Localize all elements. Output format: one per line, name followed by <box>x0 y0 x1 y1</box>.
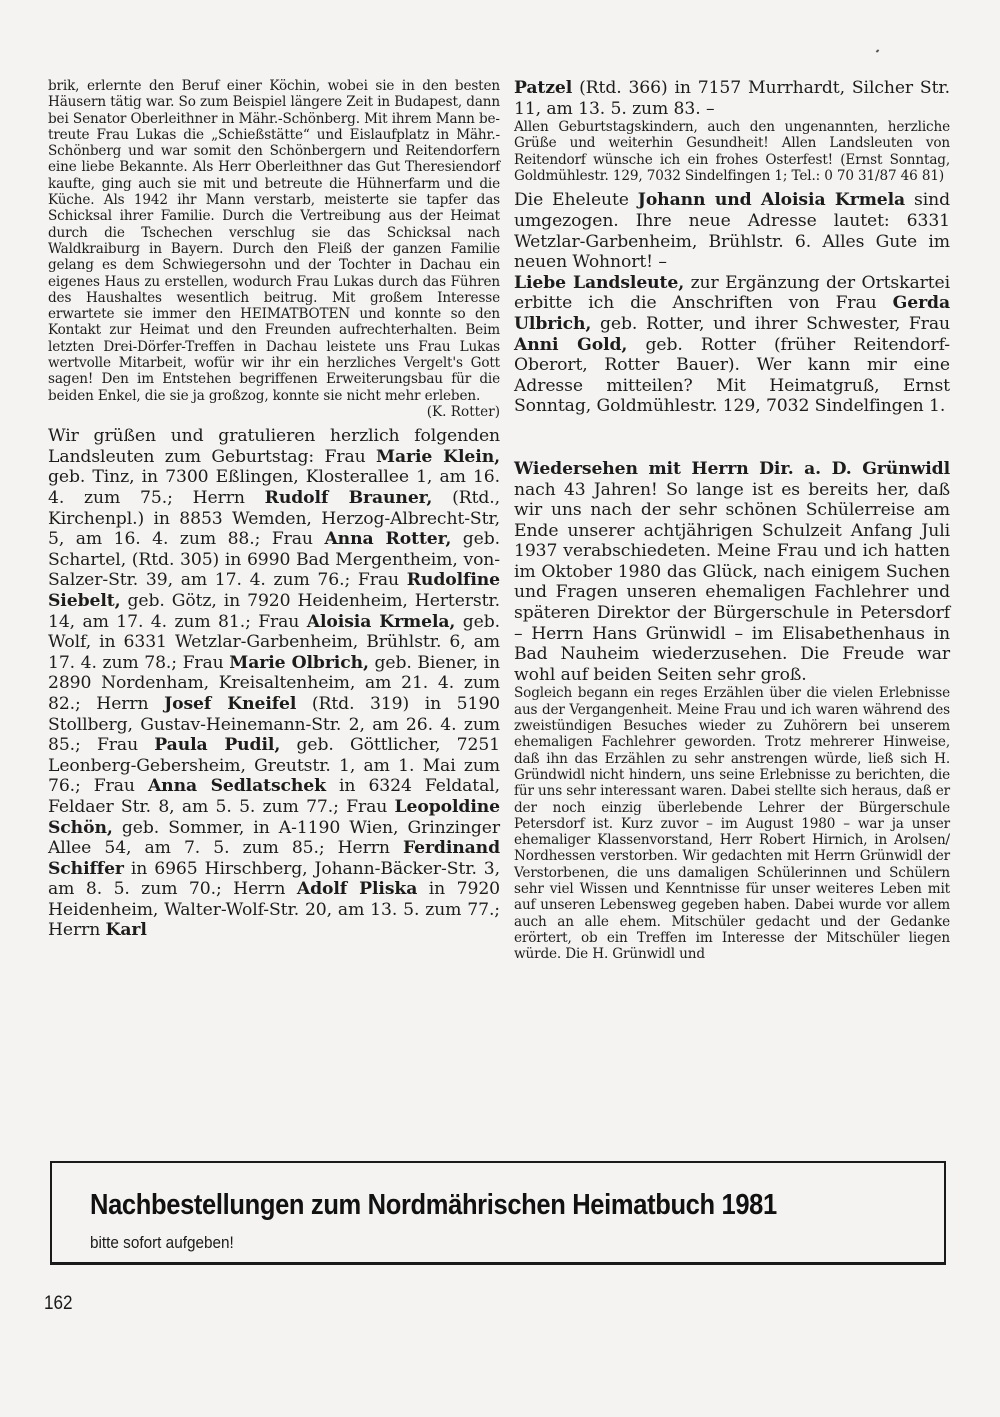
birthday-name: Karl <box>105 920 147 941</box>
page-number: 162 <box>44 1293 73 1314</box>
birthday-name: Ferdinand Schiffer <box>48 838 500 879</box>
obituary-text: brik, erlernte den Beruf einer Köchin, wobei sie in den besten Häusern tätig war. So zum Beispiel längere Zeit in Budapest, dann bei Senator Oberleithner in Mähr.-Schönberg. Mit ihrem Mann betreute Frau Lukas die „Schießstätte“ und Eislaufplatz in Mähr.-Schönberg und war somit den Schönbergern und Reitendorfern eine liebe Bekannte. Als Herr Oberleithner das Gut Theresiendorf kaufte, ging auch sie mit und betreute die Hühnerfarm und die Küche. Als 1942 ihr Mann verstarb, meisterte sie tapfer das Schicksal ihrer Familie. Durch die Vertreibung aus der Heimat durch die Tschechen verschlug sie das Schicksal nach Waldkraiburg in Bayern. Durch den Fleiß der ganzen Familie gelang es dem Schwiegersohn und der Tochter in Dachau ein eigenes Haus zu erstellen, wodurch Frau Lukas durch das Führen des Haushaltes wesentlich beitrug. Mit großem Interesse erwartete sie immer den HEIMATBOTEN und konnte so den Kontakt zur Heimat und den Freunden aufrechterhalten. Beim letzten Drei-Dörfer-Treffen in Dachau leistete uns Frau Lukas wertvolle Mitarbeit, wofür wir ihr ein herzliches Vergelt's Gott sagen! Den im Entstehen begriffenen Erweiterungsbau für die beiden Enkel, die sie ja großzog, konnte sie nicht mehr erleben. <box>48 78 500 404</box>
birthday-name: Marie Olbrich, <box>229 652 369 673</box>
birthday-intro: Wir grüßen und gratulieren herzlich folgenden Landsleuten zum Geburtstag: Frau <box>48 426 500 467</box>
birthday-details: (Rtd., Kirchenpl.) in 8853 Wemden, Herzog-Albrecht-Str, 5, am 16. 4. zum 88.; Frau <box>48 488 501 550</box>
birthday-name: Marie Klein, <box>376 446 500 467</box>
birthday-details: geb. Sommer, in A-1190 Wien, Grinzinger Allee 54, am 7. 5. zum 85.; Herrn <box>48 817 500 859</box>
birthday-details: (Rtd. 319) in 5190 Stollberg, Gustav-Heinemann-Str. 2, am 26. 4. zum 85.; Frau <box>48 693 500 756</box>
birthday-name: Rudolf Brauner, <box>264 488 433 509</box>
moved-names: Johann und Aloisia Krmela <box>637 190 906 211</box>
advertisement-subtitle: bitte sofort aufgeben! <box>90 1233 234 1252</box>
birthday-name: Paula Pudil, <box>154 735 281 756</box>
address-request <box>514 273 950 417</box>
person-name: Anni Gold, <box>514 334 628 355</box>
obituary-signature: (K. Rotter) <box>426 403 500 420</box>
birthday-details: geb. Biener, in 2890 Nordenham, Kreisaltenheim, am 21. 4. zum 82.; Herrn <box>48 652 500 714</box>
birthday-paragraph <box>48 426 500 941</box>
birthday-continuation <box>514 78 950 119</box>
birthday-details: in 6324 Feldatal, Feldaer Str. 8, am 5. 5. zum 77.; Frau <box>48 776 500 817</box>
birthday-name: Aloisia Krmela, <box>306 611 456 632</box>
advertisement-box <box>50 1161 946 1265</box>
reunion-heading: Wiedersehen mit Herrn Dir. a. D. Grünwidl <box>514 458 950 479</box>
moved-prefix: Die Eheleute <box>514 190 638 211</box>
birthday-name: Adolf Pliska <box>296 879 418 900</box>
birthday-list <box>48 426 500 941</box>
person-name: Gerda Ulbrich, <box>514 293 950 334</box>
reunion-article <box>514 459 950 963</box>
scan-speck <box>876 49 880 52</box>
birthday-details: geb. Göttlicher, 7251 Leonberg-Gebersheim, Greutstr. 1, am 1. Mai zum 76.; Frau <box>48 735 500 797</box>
reunion-body: Sogleich begann ein reges Erzählen über die vielen Erlebnisse aus der Vergangenheit. Meine Frau und ich waren während des zweistündigen Besuches wieder zu Zuhörern bei unserem ehemaligen Fachlehrer geworden. Trotz mehrerer Hinweise, daß ihn das Erzählen zu sehr anstrengen würde, ließ sich H. Gründwidl nicht hindern, uns seine Erlebnisse zu berichten, die für uns sehr interessant waren. Dabei stellte sich heraus, daß er der noch einzig überlebende Lehrer der Bürgerschule Petersdorf ist. Kurz zuvor – im August 1980 – war ja unser ehemaliger Klassenvorstand, Herr Robert Hirnich, in Arolsen/ Nordhessen verstorben. Wir gedachten mit Herrn Grünwidl der Verstorbenen, die uns damaligen Schülerinnen und Schülern sehr viel Wissen und Kenntnisse für unser weiteres Leben mit auf unseren Lebensweg gegeben haben. Dabei wurde vor allem auch an alle ehem. Mitschüler gedacht und der Gedanke erörtert, ob ein Treffen im Interesse der Mitschüler liegen würde. Die H. Grünwidl und <box>514 685 950 963</box>
address-text-3: geb. Rotter (früher Reitendorf-Oberort, Rotter Bauer). Wer kann mir eine Adresse mitteilen? Mit Heimatgruß, Ernst Sonntag, Goldmühlestr. 129, 7032 Sindelfingen 1. <box>514 334 951 417</box>
address-text-1: zur Ergänzung der Ortskartei erbitte ich die Anschriften von Frau <box>514 272 950 314</box>
birthday-details: geb. Wolf, in 6331 Wetzlar-Garbenheim, Brühlstr. 6, am 17. 4. zum 78.; Frau <box>48 611 500 673</box>
advertisement-title: Nachbestellungen zum Nordmährischen Heimatbuch 1981 <box>90 1189 777 1221</box>
moved-text: sind umgezogen. Ihre neue Adresse lautet: 6331 Wetzlar-Garbenheim, Brühlstr. 6. Alles Gute im neuen Wohnort! – <box>514 190 950 273</box>
birthday-details: geb. Schartel, (Rtd. 305) in 6990 Bad Mergentheim, von-Salzer-Str. 39, am 17. 4. zum 76.; Frau <box>48 529 500 591</box>
birthday-name: Josef Kneifel <box>164 693 297 714</box>
obituary-lukas <box>48 78 500 420</box>
birthday-name: Leopoldine Schön, <box>48 796 500 838</box>
birthday-details: in 7920 Heidenheim, Walter-Wolf-Str. 20, am 13. 5. zum 77.; Herrn <box>48 879 500 941</box>
birthday-details: geb. Tinz, in 7300 Eßlingen, Klosterallee 1, am 16. 4. zum 75.; Herrn <box>48 467 500 509</box>
birthday-details: in 6965 Hirschberg, Johann-Bäcker-Str. 3, am 8. 5. zum 70.; Herrn <box>48 858 500 900</box>
birthday-details: (Rtd. 366) in 7157 Murrhardt, Silcher Str. 11, am 13. 5. zum 83. – <box>514 78 950 119</box>
birthday-name: Anna Sedlatschek <box>147 776 326 797</box>
right-column <box>514 78 950 962</box>
birthday-name: Patzel <box>514 78 573 98</box>
address-text-2: geb. Rotter, und ihrer Schwester, Frau <box>591 313 950 334</box>
birthday-name: Rudolfine Siebelt, <box>48 570 500 611</box>
birthday-details: geb. Götz, in 7920 Heidenheim, Herterstr. 14, am 17. 4. zum 81.; Frau <box>48 590 500 632</box>
birthday-name: Anna Rotter, <box>324 529 452 550</box>
left-column <box>48 78 500 941</box>
reunion-lead <box>514 459 950 686</box>
easter-greeting: Allen Geburtstagskindern, auch den ungenannten, herzliche Grüße und weiterhin Gesundheit! Allen Landsleuten von Reitendorf wünsche ich ein frohes Osterfest! (Ernst Sonntag, Goldmühlestr. 129, 7032 Sindelfingen 1; Tel.: 0 70 31/87 46 81) <box>514 119 950 185</box>
address-salutation: Liebe Landsleute, <box>514 272 685 293</box>
reunion-lead-text: nach 43 Jahren! So lange ist es bereits her, daß wir uns nach der sehr schönen Schülerreise am Ende unserer achtjährigen Schulzeit Anfang Juli 1937 verabschiedeten. Meine Frau und ich hatten im Oktober 1980 das Glück, nach einigem Suchen und Fragen unseren ehemaligen Fachlehrer und späteren Direktor der Bürgerschule in Petersdorf – Herrn Hans Grünwidl – im Elisabethenhaus in Bad Nauheim wiederzusehen. Die Freude war wohl auf beiden Seiten sehr groß. <box>514 479 950 685</box>
moved-notice <box>514 190 950 272</box>
